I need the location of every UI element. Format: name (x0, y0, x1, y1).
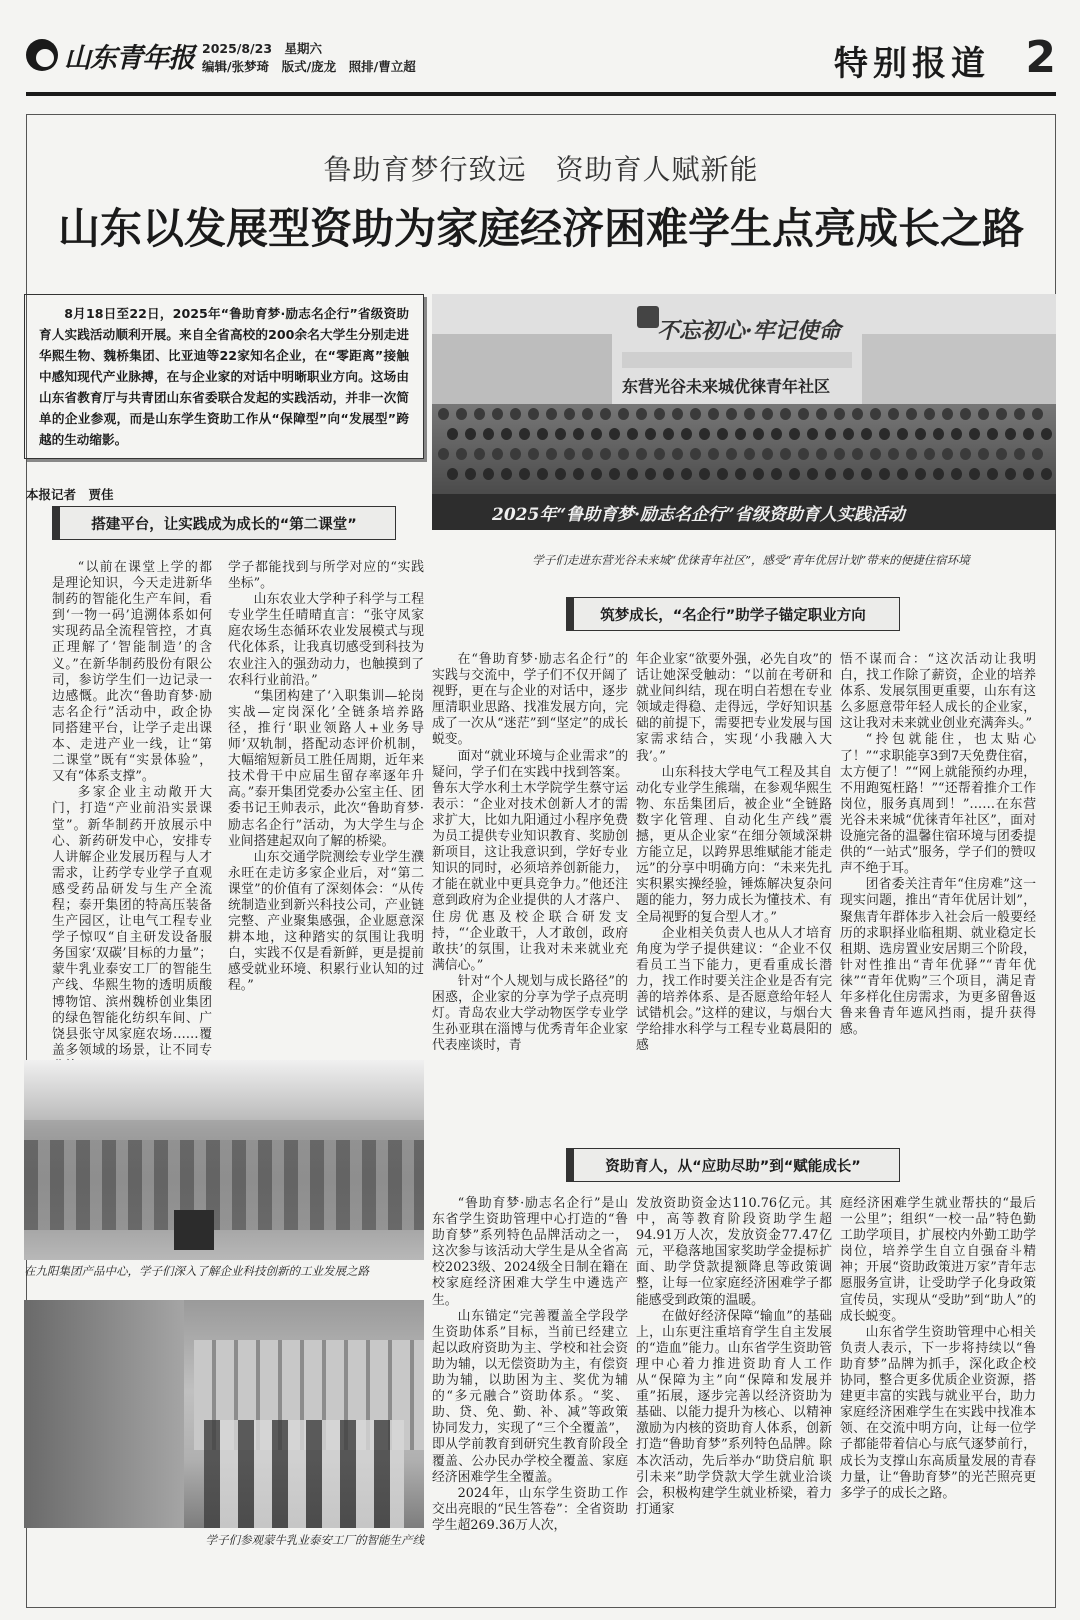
paragraph: 在做好经济保障“输血”的基础上，山东更注重培育学生自主发展的“造血”能力。山东省学生资助管理中心着力推进资助育人工作从“保障为主”向“保障和发展并重”拓展，逐步完善以经济资助为基础、以能力提升为核心、以精神激励为内核的资助育人体系，创新打造“鲁助育梦”系列特色品牌。除本次活动，先后举办“助贷启航 职引未来”助学贷款大学生就业洽谈会，积极构建学生就业桥梁，着力打通家 (636, 1308, 832, 1517)
person-head (753, 468, 764, 480)
person-head (1005, 428, 1016, 440)
person-head (852, 408, 863, 420)
person-head (879, 468, 890, 480)
column-7 (636, 1196, 832, 1594)
person-head (609, 428, 620, 440)
paragraph: 多家企业主动敞开大门，打造“产业前沿实景课堂”。新华制药开放展示中心、新药研发中心，安排专人讲解企业发展历程与人才需求，让药学专业学子直观感受药品研发与生产全流程；泰开集团的特高压装备生产园区，让电气工程专业学子惊叹“自主研发设备服务国家‘双碳’目标的力量”；蒙牛乳业泰安工厂的智能生产线、华熙生物的透明质酸博物馆、滨州魏桥创业集团的绿色智能化纺织车间、广饶县张守凤家庭农场……覆盖多领域的场景，让不同专 (52, 785, 212, 1058)
person-head (924, 408, 935, 420)
person-head (573, 428, 584, 440)
person-head (789, 468, 800, 480)
person-head (924, 448, 935, 460)
person-head (654, 408, 665, 420)
person-head (555, 428, 566, 440)
person-head (888, 408, 899, 420)
person-head (996, 408, 1007, 420)
article-subtitle: 鲁助育梦行致远 资助育人赋新能 (323, 153, 759, 186)
person-head (456, 448, 467, 460)
person-head (915, 468, 926, 480)
issue-date: 2025/8/23 星期六 (202, 41, 323, 56)
person-head (483, 468, 494, 480)
person-head (942, 448, 953, 460)
person-head (1032, 448, 1043, 460)
column-1 (52, 560, 212, 1058)
person-head (528, 408, 539, 420)
person-head (717, 428, 728, 440)
person-head (627, 468, 638, 480)
community-sign: 东营光谷未来城优徕青年社区 (622, 377, 831, 396)
person-head (843, 428, 854, 440)
person-head (528, 448, 539, 460)
person-head (654, 448, 665, 460)
person-head (933, 468, 944, 480)
logo-emblem-icon (26, 39, 58, 71)
person-head (807, 468, 818, 480)
person-head (537, 468, 548, 480)
issue-staff: 编辑/张梦琦 版式/庞龙 照排/曹立超 (202, 59, 416, 74)
paragraph: 山东锚定“完善覆盖全学段学生资助体系”目标，当前已经建立起以政府资助为主、学校和社会资助为辅，以无偿资助为主，有偿资助为辅，以助困为主、奖优为辅的“多元融合”资助体系。“奖、助、贷、免、勤、补、减”等政策协同发力，实现了“三个全覆盖”，即从学前教育到研究生教育阶段全覆盖、公办民办学校全覆盖、家庭经济困难学生全覆盖。 (432, 1308, 628, 1485)
paragraph: 年企业家“欲要外强，必先自攻”的话让她深受触动：“以前在考研和就业间纠结，现在明白若想在专业领域走得稳、走得远，学好知识基础的前提下，需要把专业发展与国家需求结合，实现‘小我融入大我’。” (636, 652, 832, 764)
column-2 (228, 560, 424, 1050)
person-head (762, 448, 773, 460)
photo-mengniu-line (24, 1300, 424, 1528)
person-head (969, 428, 980, 440)
person-head (672, 448, 683, 460)
person-head (951, 468, 962, 480)
person-head (744, 408, 755, 420)
person-head (474, 448, 485, 460)
person-head (780, 408, 791, 420)
person-head (1014, 448, 1025, 460)
person-head (978, 408, 989, 420)
person-head (555, 468, 566, 480)
event-banner: 2025年“鲁助育梦·励志名企行”省级资助育人实践活动 (432, 494, 1056, 530)
person-head (474, 408, 485, 420)
person-head (816, 408, 827, 420)
paragraph: 庭经济困难学生就业帮扶的“最后一公里”；组织“一校一品”特色勤工助学项目，扩展校内外勤工助学岗位，培养学生自立自强奋斗精神；开展“资助政策进万家”青年志愿服务宣讲，让受助学子化身政策宣传员，实现从“受助”到“助人”的成长蜕变。 (840, 1196, 1036, 1324)
person-head (861, 468, 872, 480)
person-head (537, 428, 548, 440)
person-head (933, 428, 944, 440)
article-title: 山东以发展型资助为家庭经济困难学生点亮成长之路 (57, 204, 1024, 253)
person-head (861, 428, 872, 440)
person-head (780, 448, 791, 460)
person-head (915, 428, 926, 440)
person-head (699, 428, 710, 440)
person-head (825, 428, 836, 440)
person-head (447, 428, 458, 440)
paragraph: “以前在课堂上学的都是理论知识，今天走进新华制药的智能化生产车间，看到‘一物一码’追溯体系如何实现药品全流程管控，才真正理解了‘智能制造’的含义。”在新华制药股份有限公司，参访学生们一边记录一边感慨。此次“鲁助育梦·励志名企行”活动中，政企协同搭建平台，让学子走出课本、走进产业一线，让“第二课堂”既有“实景体验”，又有“体系支撑”。 (52, 560, 212, 785)
person-head (897, 428, 908, 440)
person-head (825, 468, 836, 480)
section-heading-1: 搭建平台，让实践成为成长的“第二课堂” (52, 506, 396, 540)
person-head (483, 428, 494, 440)
photo2-caption: 在九阳集团产品中心，学子们深入了解企业科技创新的工业发展之路 (24, 1264, 369, 1278)
paragraph: 山东交通学院测绘专业学生濮永旺在走访多家企业后，对“第二课堂”的价值有了深刻体会：“从传统制造业到新兴科技公司，产业链完整、产业聚集感强，企业愿意深耕本地，这种踏实的氛围让我明白，实践不仅是看新鲜，更是提前感受就业环境、积累行业认知的过程。” (228, 849, 424, 994)
person-head (627, 428, 638, 440)
person-head (987, 468, 998, 480)
person-head (618, 408, 629, 420)
person-head (690, 448, 701, 460)
person-head (879, 428, 890, 440)
paragraph: 团省委关注青年“住房难”这一现实问题，推出“青年优居计划”，聚焦青年群体步入社会后一般要经历的求职择业临租期、就业稳定长租期、选房置业安居期三个阶段，针对性推出“青年优驿”“青年优徕”“青年优购”三个项目，满足青年多样化住房需求，为更多留鲁返鲁来鲁青年遮风挡雨，提升获得感。 (840, 877, 1036, 1038)
photo-joyoung-center (24, 1060, 424, 1260)
person-head (843, 468, 854, 480)
person-head (690, 408, 701, 420)
column-4 (636, 652, 832, 1138)
person-head (699, 468, 710, 480)
person-head (663, 468, 674, 480)
paragraph: 企业相关负责人也从人才培育角度为学子提供建议：“企业不仅看员工当下能力，更看重成长潜力，找工作时要关注企业是否有完善的培养体系、是否愿意给年轻人试错机会。”这样的建议，与烟台大学给排水科学与工程专业葛晨阳的感 (636, 925, 832, 1054)
person-head (519, 428, 530, 440)
person-head (609, 468, 620, 480)
person-head (438, 408, 449, 420)
person-head (996, 448, 1007, 460)
paragraph: “鲁助育梦·励志名企行”是山东省学生资助管理中心打造的“鲁助育梦”系列特色品牌活动之一，这次参与该活动大学生是从全省高校2023级、2024级全日制在籍在校家庭经济困难大学生中遴选产生。 (432, 1196, 628, 1308)
person-head (591, 468, 602, 480)
person-head (798, 408, 809, 420)
person-head (960, 408, 971, 420)
person-head (771, 428, 782, 440)
person-head (501, 428, 512, 440)
person-head (600, 408, 611, 420)
issue-info (202, 40, 416, 76)
person-head (582, 408, 593, 420)
person-head (492, 448, 503, 460)
person-head (897, 468, 908, 480)
person-head (438, 448, 449, 460)
party-emblem-icon (637, 306, 659, 328)
paragraph: 山东科技大学电气工程及其自动化专业学生熊瑞，在参观华熙生物、东岳集团后，被企业“全链路数字化管理、自动化生产线”震撼，更从企业家“在细分领域深耕方能立足，以跨界思维赋能才能走远”的分享中明确方向：“未来先扎实积累实操经验，锤炼解决复杂问题的能力，努力成长为懂技术、有全局视野的复合型人才。” (636, 764, 832, 925)
photo1-caption: 学子们走进东营光谷未来城“优徕青年社区”，感受“青年优居计划”带来的便捷住宿环境 (532, 553, 970, 567)
person-head (852, 448, 863, 460)
person-head (456, 408, 467, 420)
person-head (582, 448, 593, 460)
person-head (465, 468, 476, 480)
column-6 (432, 1196, 628, 1594)
person-head (564, 448, 575, 460)
person-head (888, 448, 899, 460)
person-head (771, 468, 782, 480)
person-head (987, 428, 998, 440)
person-head (645, 428, 656, 440)
person-head (708, 448, 719, 460)
masthead (26, 30, 1056, 92)
masthead-rule (26, 92, 1056, 96)
column-8 (840, 1196, 1036, 1594)
person-head (951, 428, 962, 440)
person-head (546, 448, 557, 460)
byline: 本报记者 贾佳 (26, 487, 114, 502)
photo-group (432, 294, 1056, 530)
person-head (978, 448, 989, 460)
paragraph: 针对“个人规划与成长路径”的困惑，企业家的分享为学子点亮明灯。青岛农业大学动物医学专业学生孙亚琪在淄博与优秀青年企业家代表座谈时，青 (432, 973, 628, 1054)
person-head (447, 468, 458, 480)
person-head (816, 448, 827, 460)
column-5 (840, 652, 1036, 1138)
person-head (564, 408, 575, 420)
person-head (717, 468, 728, 480)
paragraph: 山东农业大学种子科学与工程专业学生任晴晴直言：“张守凤家庭农场生态循环农业发展模式与现代化体系，让我真切感受到科技为农业注入的强劲动力，也触摸到了农科行业前沿。” (228, 592, 424, 688)
person-head (942, 408, 953, 420)
person-head (492, 408, 503, 420)
person-head (834, 448, 845, 460)
paragraph: “拎包就能住，也太贴心了！”“求职能享3到7天免费住宿，太方便了！”“网上就能预约办理，不用跑冤枉路！”“还帮着推介工作岗位，服务真周到！”……在东营光谷未来城“优徕青年社区”，面对设施完备的温馨住宿环境与团委提供的“一站式”服务，学子们的赞叹声不绝于耳。 (840, 732, 1036, 877)
paragraph: 学子都能找到与所学对应的“实践坐标”。 (228, 560, 424, 592)
person-head (735, 428, 746, 440)
person-head (573, 468, 584, 480)
person-head (600, 448, 611, 460)
person-head (735, 468, 746, 480)
section-heading-2: 筑梦成长，“名企行”助学子锚定职业方向 (566, 597, 900, 631)
person-head (870, 408, 881, 420)
person-head (672, 408, 683, 420)
wall-slogan: 不忘初心·牢记使命 (657, 318, 841, 344)
person-head (681, 468, 692, 480)
person-head (1023, 428, 1034, 440)
person-head (708, 408, 719, 420)
person-head (1041, 428, 1052, 440)
person-head (1023, 468, 1034, 480)
person-head (510, 448, 521, 460)
group-crowd (432, 404, 1056, 496)
person-head (798, 448, 809, 460)
paragraph: 面对“就业环境与企业需求”的疑问，学子们在实践中找到答案。鲁东大学水利土木学院学生蔡守运表示：“企业对技术创新人才的需求扩大，比如九阳通过小程序免费为员工提供专业知识教育、奖励创新项目，这让我意识到，学好专业知识的同时，必须培养创新能力，才能在就业中更具竞争力。”他还注意到政府为企业提供的人才落户、住房优惠及校企联合研发支持，“‘企业敢干，人才敢创，政府敢扶’的氛围，让我对未来就业充满信心。” (432, 748, 628, 973)
section-heading-3: 资助育人，从“应助尽助”到“赋能成长” (566, 1148, 900, 1182)
person-head (663, 428, 674, 440)
person-head (834, 408, 845, 420)
photo3-caption: 学子们参观蒙牛乳业泰安工厂的智能生产线 (205, 1533, 424, 1547)
person-head (1032, 408, 1043, 420)
paragraph: “集团构建了‘入职集训—轮岗实战—定岗深化’全链条培养路径，推行‘职业领路人+业务导师’双轨制，搭配动态评价机制，大幅缩短新员工胜任周期，近年来技术骨干中应届生留存率逐年升高。”泰开集团党委办公室主任、团委书记王帅表示，此次“鲁助育梦·励志名企行”活动，为大学生与企业间搭建起双向了解的桥梁。 (228, 688, 424, 849)
person-head (807, 428, 818, 440)
lead-box: 8月18日至22日，2025年“鲁助育梦·励志名企行”省级资助育人实践活动顺利开展。来自全省高校的200余名大学生分别走进华熙生物、魏桥集团、比亚迪等22家知名企业，在“零距离”接触中感知现代产业脉搏，在与企业家的对话中明晰职业方向。这场由山东省教育厅与共青团山东省委联合发起的实践活动，并非一次简单的企业参观，而是山东学生资助工作从“保障型”向“发展型”跨越的生动缩影。 (24, 294, 424, 459)
paragraph: 山东省学生资助管理中心相关负责人表示，下一步将持续以“鲁助育梦”品牌为抓手，深化政企校协同，整合更多优质企业资源，搭建更丰富的实践与就业平台，助力家庭经济困难学生在实践中找准本领、在交流中明方向，让每一位学子都能带着信心与底气逐梦前行，成长为支撑山东高质量发展的青春力量，让“鲁助育梦”的光芒照亮更多学子的成长之路。 (840, 1324, 1036, 1501)
person-head (546, 408, 557, 420)
person-head (762, 408, 773, 420)
person-head (681, 428, 692, 440)
person-head (1041, 468, 1052, 480)
person-head (969, 468, 980, 480)
section-name: 特别报道 (834, 44, 990, 84)
person-head (726, 408, 737, 420)
person-head (618, 448, 629, 460)
person-head (501, 468, 512, 480)
person-head (906, 408, 917, 420)
person-head (726, 448, 737, 460)
person-head (645, 468, 656, 480)
person-head (789, 428, 800, 440)
person-head (465, 428, 476, 440)
person-head (510, 408, 521, 420)
person-head (906, 448, 917, 460)
paragraph: 发放资助资金达110.76亿元。其中，高等教育阶段资助学生超94.91万人次，发放资金77.47亿元，平稳落地国家奖助学金提标扩面、助学贷款提额降息等政策调整，让每一位家庭经济困难学子都能感受到政策的温暖。 (636, 1196, 832, 1308)
person-head (960, 448, 971, 460)
person-head (636, 408, 647, 420)
page-number: 2 (1025, 32, 1056, 83)
person-head (591, 428, 602, 440)
person-head (870, 448, 881, 460)
paragraph: 悟不谋而合：“这次活动让我明白，找工作除了薪资，企业的培养体系、发展氛围更重要，山东有这么多愿意带年轻人成长的企业家，这让我对未来就业创业充满奔头。” (840, 652, 1036, 732)
person-head (519, 468, 530, 480)
person-head (1014, 408, 1025, 420)
person-head (753, 428, 764, 440)
paragraph: 2024年，山东学生资助工作交出亮眼的“民生答卷”：全省资助学生超269.36万人次， (432, 1485, 628, 1533)
column-3 (432, 652, 628, 1138)
newspaper-logo (26, 38, 196, 72)
person-head (1005, 468, 1016, 480)
person-head (636, 448, 647, 460)
paragraph: 在“鲁助育梦·励志名企行”的实践与交流中，学子们不仅开阔了视野，更在与企业的对话中，逐步厘清职业思路、找准发展方向，完成了一次从“迷茫”到“坚定”的成长蜕变。 (432, 652, 628, 748)
person-head (744, 448, 755, 460)
logo-text: 山东青年报 (64, 42, 194, 74)
